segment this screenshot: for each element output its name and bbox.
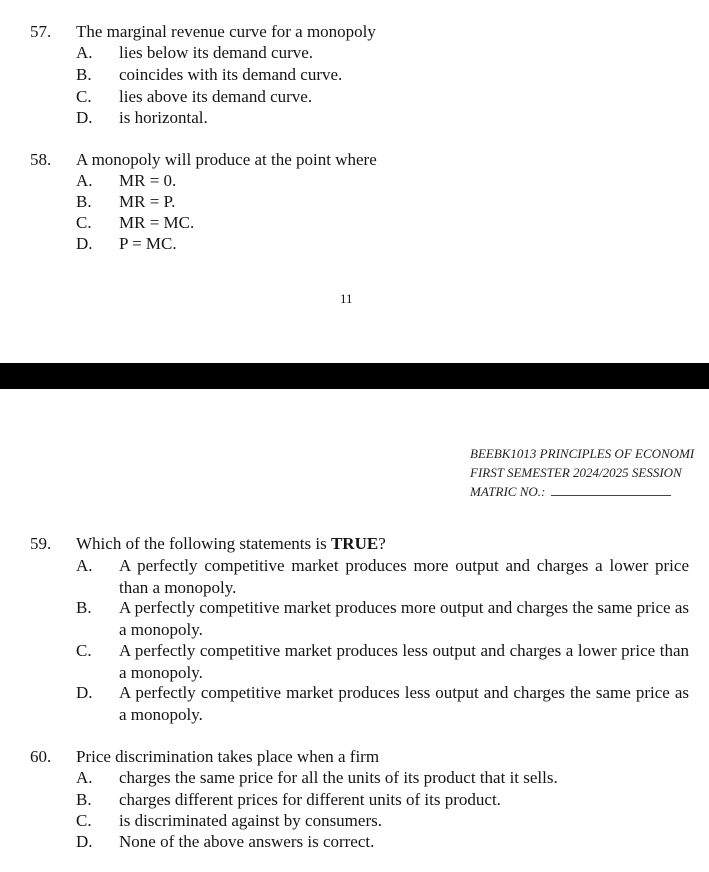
question-stem: A monopoly will produce at the point where	[76, 150, 377, 169]
option-letter-c: C.	[76, 87, 92, 106]
matric-number-field	[470, 483, 671, 500]
question-number: 60.	[30, 747, 52, 766]
option-text-b: MR = P.	[119, 192, 176, 211]
option-letter-c: C.	[76, 213, 92, 232]
option-text-a: charges the same price for all the units of its product that it sells.	[119, 768, 558, 787]
option-letter-a: A.	[76, 556, 93, 575]
option-letter-d: D.	[76, 234, 93, 253]
question-stem: The marginal revenue curve for a monopoly	[76, 22, 376, 41]
option-letter-c: C.	[76, 641, 92, 660]
option-text-d: P = MC.	[119, 234, 177, 253]
option-text-c: lies above its demand curve.	[119, 87, 313, 106]
option-letter-d: D.	[76, 832, 93, 851]
question-number: 57.	[30, 22, 52, 41]
option-text-c: is discriminated against by consumers.	[119, 811, 382, 830]
option-text-d: is horizontal.	[119, 108, 208, 127]
option-text-d: None of the above answers is correct.	[119, 832, 375, 851]
stem-prefix: Which of the following statements is	[76, 534, 331, 553]
stem-emphasis: TRUE	[330, 534, 379, 553]
option-letter-d: D.	[76, 108, 93, 127]
option-letter-b: B.	[76, 790, 92, 809]
question-number: 58.	[30, 150, 52, 169]
option-text-c: MR = MC.	[119, 213, 195, 232]
matric-label: MATRIC NO.:	[470, 484, 546, 499]
option-letter-b: B.	[76, 65, 92, 84]
option-letter-a: A.	[76, 43, 93, 62]
matric-blank-line	[551, 495, 671, 496]
option-text-b: charges different prices for different units of its product.	[119, 790, 501, 809]
option-letter-a: A.	[76, 171, 93, 190]
semester-session: FIRST SEMESTER 2024/2025 SESSION	[470, 465, 682, 480]
option-letter-d: D.	[76, 683, 93, 702]
option-text-b: A perfectly competitive market produces more output and charges the same price as a monopoly.	[119, 598, 689, 639]
option-letter-a: A.	[76, 768, 93, 787]
option-letter-c: C.	[76, 811, 92, 830]
course-title: BEEBK1013 PRINCIPLES OF ECONOMI	[470, 446, 695, 461]
option-text-c: A perfectly competitive market produces less output and charges a lower price than a monopoly.	[119, 641, 689, 682]
option-text-d: A perfectly competitive market produces less output and charges the same price as a monopoly.	[119, 683, 689, 724]
option-text-a: lies below its demand curve.	[119, 43, 314, 62]
page-separator-band	[0, 363, 709, 389]
option-text-b: coincides with its demand curve.	[119, 65, 343, 84]
option-letter-b: B.	[76, 192, 92, 211]
page-number: 11	[340, 291, 353, 306]
question-stem	[76, 533, 386, 555]
option-text-a: A perfectly competitive market produces more output and charges a lower price than a monopoly.	[119, 556, 689, 597]
question-stem: Price discrimination takes place when a firm	[76, 747, 380, 766]
option-letter-b: B.	[76, 598, 92, 617]
stem-suffix: ?	[378, 534, 386, 553]
question-number: 59.	[30, 534, 52, 553]
option-text-a: MR = 0.	[119, 171, 177, 190]
